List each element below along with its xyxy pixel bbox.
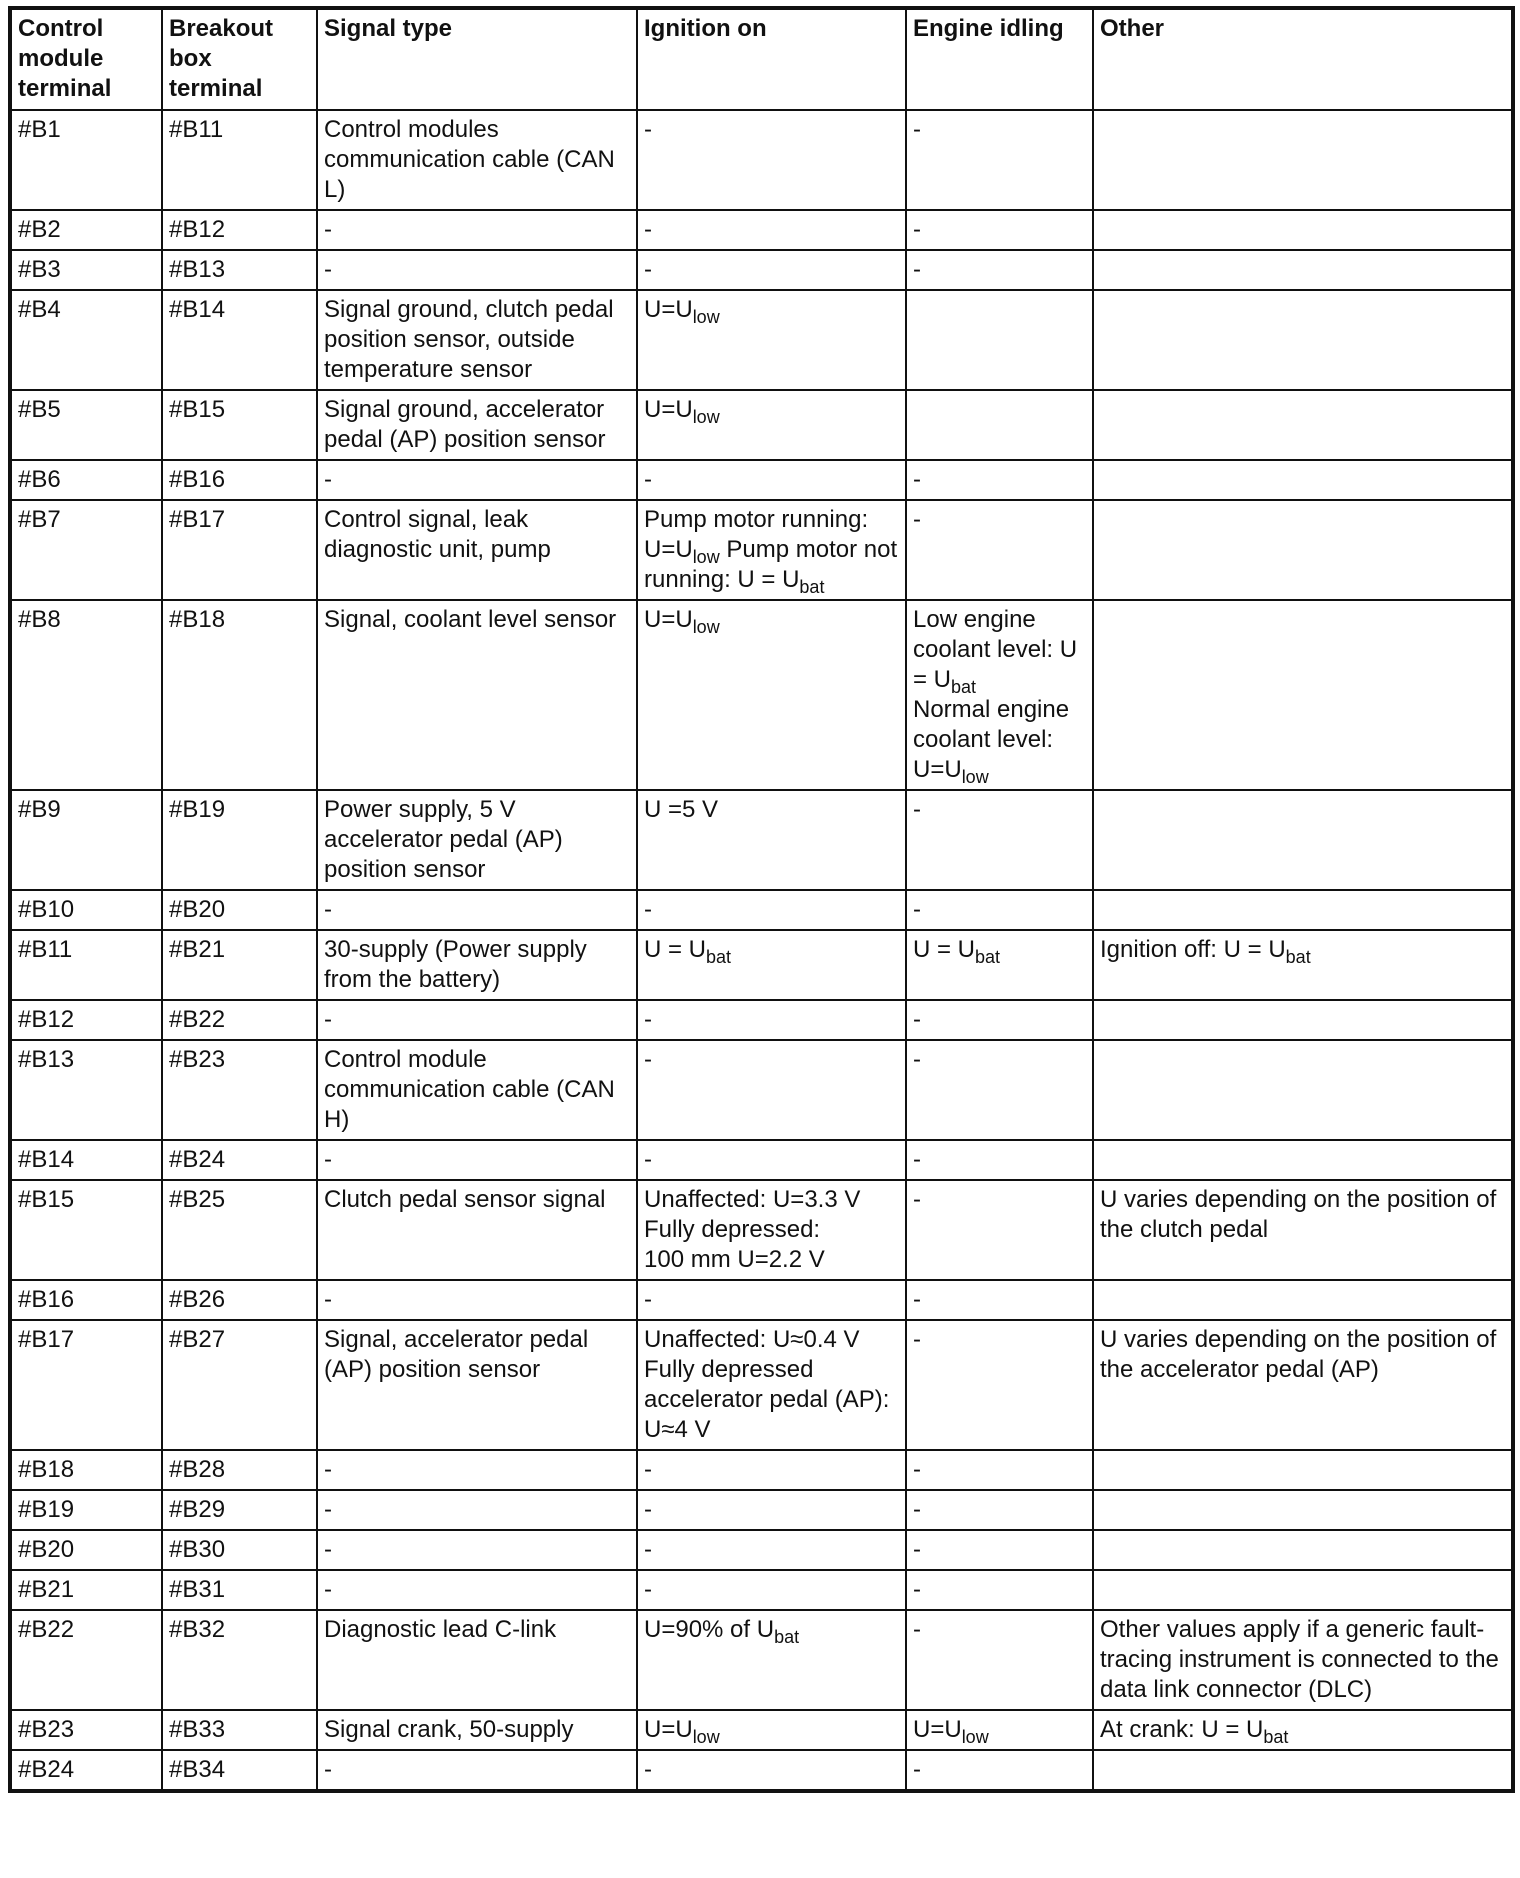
table-row [10, 1180, 1513, 1280]
cell-ignition-on: $U=U_{low}$ [637, 390, 906, 460]
cell-ignition-on: Pump motor running: $U=U_{low}$ Pump motor not running: $U = U_{bat}$ [637, 500, 906, 600]
cell-engine-idling: - [906, 1320, 1093, 1450]
cell-other [1093, 500, 1513, 600]
cell-breakout-box-terminal: #B12 [162, 210, 317, 250]
cell-ignition-on: - [637, 1570, 906, 1610]
cell-ignition-on: - [637, 1450, 906, 1490]
cell-other: At crank: $U = U_{bat}$ [1093, 1710, 1513, 1750]
cell-engine-idling: - [906, 1530, 1093, 1570]
cell-control-module-terminal: #B3 [10, 250, 162, 290]
cell-other [1093, 600, 1513, 790]
cell-engine-idling: - [906, 460, 1093, 500]
cell-engine-idling [906, 390, 1093, 460]
table-row [10, 1280, 1513, 1320]
cell-breakout-box-terminal: #B22 [162, 1000, 317, 1040]
header-control-module-terminal: Control module terminal [10, 8, 162, 110]
table-row [10, 1750, 1513, 1791]
table-body [10, 110, 1513, 1791]
cell-engine-idling: - [906, 1140, 1093, 1180]
cell-engine-idling: - [906, 890, 1093, 930]
table-row [10, 390, 1513, 460]
cell-breakout-box-terminal: #B34 [162, 1750, 317, 1791]
table-row [10, 1530, 1513, 1570]
cell-signal-type: - [317, 890, 637, 930]
cell-other [1093, 390, 1513, 460]
cell-engine-idling: - [906, 1750, 1093, 1791]
cell-other [1093, 1530, 1513, 1570]
cell-other [1093, 1570, 1513, 1610]
cell-breakout-box-terminal: #B17 [162, 500, 317, 600]
table-row [10, 1710, 1513, 1750]
cell-control-module-terminal: #B17 [10, 1320, 162, 1450]
table-row [10, 1140, 1513, 1180]
cell-other [1093, 1750, 1513, 1791]
table-row [10, 1320, 1513, 1450]
cell-control-module-terminal: #B6 [10, 460, 162, 500]
cell-other [1093, 1140, 1513, 1180]
table-row [10, 1610, 1513, 1710]
table-row [10, 790, 1513, 890]
cell-ignition-on: - [637, 1000, 906, 1040]
cell-engine-idling: - [906, 110, 1093, 210]
cell-control-module-terminal: #B5 [10, 390, 162, 460]
cell-other [1093, 790, 1513, 890]
cell-engine-idling: Low engine coolant level: $U = U_{bat}$ Normal engine coolant level: $U=U_{low}$ [906, 600, 1093, 790]
cell-ignition-on: - [637, 1040, 906, 1140]
cell-engine-idling: - [906, 1610, 1093, 1710]
cell-other: U varies depending on the position of the clutch pedal [1093, 1180, 1513, 1280]
cell-control-module-terminal: #B2 [10, 210, 162, 250]
cell-breakout-box-terminal: #B23 [162, 1040, 317, 1140]
table-row [10, 1490, 1513, 1530]
cell-breakout-box-terminal: #B31 [162, 1570, 317, 1610]
cell-signal-type: Control modules communication cable (CAN L) [317, 110, 637, 210]
cell-signal-type: Signal ground, accelerator pedal (AP) position sensor [317, 390, 637, 460]
table-row [10, 460, 1513, 500]
cell-signal-type: Signal ground, clutch pedal position sensor, outside temperature sensor [317, 290, 637, 390]
header-engine-idling: Engine idling [906, 8, 1093, 110]
cell-signal-type: - [317, 1000, 637, 1040]
cell-signal-type: - [317, 1490, 637, 1530]
cell-breakout-box-terminal: #B15 [162, 390, 317, 460]
cell-ignition-on: - [637, 1280, 906, 1320]
cell-control-module-terminal: #B20 [10, 1530, 162, 1570]
cell-breakout-box-terminal: #B13 [162, 250, 317, 290]
cell-other [1093, 1450, 1513, 1490]
cell-breakout-box-terminal: #B29 [162, 1490, 317, 1530]
cell-control-module-terminal: #B13 [10, 1040, 162, 1140]
cell-ignition-on: - [637, 210, 906, 250]
table-row [10, 290, 1513, 390]
cell-other [1093, 290, 1513, 390]
cell-breakout-box-terminal: #B28 [162, 1450, 317, 1490]
cell-engine-idling: - [906, 1570, 1093, 1610]
cell-engine-idling: - [906, 1280, 1093, 1320]
cell-other [1093, 1000, 1513, 1040]
table-row [10, 930, 1513, 1000]
cell-engine-idling [906, 290, 1093, 390]
cell-engine-idling: - [906, 210, 1093, 250]
cell-breakout-box-terminal: #B24 [162, 1140, 317, 1180]
cell-engine-idling: - [906, 1000, 1093, 1040]
cell-signal-type: - [317, 1750, 637, 1791]
cell-control-module-terminal: #B24 [10, 1750, 162, 1791]
cell-control-module-terminal: #B1 [10, 110, 162, 210]
cell-ignition-on: U =5 V [637, 790, 906, 890]
cell-other [1093, 250, 1513, 290]
cell-control-module-terminal: #B14 [10, 1140, 162, 1180]
cell-other [1093, 210, 1513, 250]
cell-ignition-on: - [637, 250, 906, 290]
cell-ignition-on: Unaffected: U=3.3 V Fully depressed: 100 mm U=2.2 V [637, 1180, 906, 1280]
cell-other [1093, 1490, 1513, 1530]
cell-control-module-terminal: #B10 [10, 890, 162, 930]
cell-signal-type: - [317, 460, 637, 500]
cell-breakout-box-terminal: #B33 [162, 1710, 317, 1750]
cell-breakout-box-terminal: #B11 [162, 110, 317, 210]
cell-control-module-terminal: #B21 [10, 1570, 162, 1610]
cell-control-module-terminal: #B15 [10, 1180, 162, 1280]
cell-breakout-box-terminal: #B14 [162, 290, 317, 390]
table-row [10, 250, 1513, 290]
cell-signal-type: Signal, coolant level sensor [317, 600, 637, 790]
cell-ignition-on: - [637, 1490, 906, 1530]
cell-signal-type: Power supply, 5 V accelerator pedal (AP) position sensor [317, 790, 637, 890]
cell-engine-idling: $U = U_{bat}$ [906, 930, 1093, 1000]
table-row [10, 500, 1513, 600]
cell-breakout-box-terminal: #B20 [162, 890, 317, 930]
cell-ignition-on: $U=U_{low}$ [637, 1710, 906, 1750]
cell-engine-idling: - [906, 1040, 1093, 1140]
cell-signal-type: Diagnostic lead C-link [317, 1610, 637, 1710]
cell-breakout-box-terminal: #B18 [162, 600, 317, 790]
cell-engine-idling: - [906, 1490, 1093, 1530]
table-row [10, 1570, 1513, 1610]
table-row [10, 890, 1513, 930]
cell-breakout-box-terminal: #B32 [162, 1610, 317, 1710]
cell-signal-type: - [317, 210, 637, 250]
cell-signal-type: - [317, 250, 637, 290]
header-breakout-box-terminal: Breakout box terminal [162, 8, 317, 110]
cell-signal-type: 30-supply (Power supply from the battery) [317, 930, 637, 1000]
cell-other [1093, 1280, 1513, 1320]
cell-breakout-box-terminal: #B30 [162, 1530, 317, 1570]
cell-signal-type: - [317, 1280, 637, 1320]
cell-other: Other values apply if a generic fault-tracing instrument is connected to the data link connector (DLC) [1093, 1610, 1513, 1710]
cell-breakout-box-terminal: #B16 [162, 460, 317, 500]
header-row [10, 8, 1513, 110]
cell-ignition-on: U=90% of $U_{bat}$ [637, 1610, 906, 1710]
table-row [10, 1040, 1513, 1140]
cell-other [1093, 1040, 1513, 1140]
table-row [10, 110, 1513, 210]
cell-ignition-on: $U=U_{low}$ [637, 600, 906, 790]
cell-ignition-on: - [637, 1750, 906, 1791]
header-signal-type: Signal type [317, 8, 637, 110]
cell-engine-idling: - [906, 790, 1093, 890]
cell-ignition-on: - [637, 890, 906, 930]
cell-engine-idling: - [906, 1180, 1093, 1280]
cell-engine-idling: $U=U_{low}$ [906, 1710, 1093, 1750]
cell-ignition-on: - [637, 1530, 906, 1570]
cell-signal-type: Signal, accelerator pedal (AP) position sensor [317, 1320, 637, 1450]
table-row [10, 600, 1513, 790]
cell-control-module-terminal: #B19 [10, 1490, 162, 1530]
cell-control-module-terminal: #B12 [10, 1000, 162, 1040]
cell-signal-type: - [317, 1140, 637, 1180]
cell-control-module-terminal: #B11 [10, 930, 162, 1000]
cell-control-module-terminal: #B23 [10, 1710, 162, 1750]
cell-control-module-terminal: #B8 [10, 600, 162, 790]
header-other: Other [1093, 8, 1513, 110]
cell-signal-type: - [317, 1530, 637, 1570]
cell-breakout-box-terminal: #B26 [162, 1280, 317, 1320]
cell-control-module-terminal: #B16 [10, 1280, 162, 1320]
cell-control-module-terminal: #B9 [10, 790, 162, 890]
cell-other: Ignition off: $U = U_{bat}$ [1093, 930, 1513, 1000]
cell-signal-type: - [317, 1450, 637, 1490]
cell-other [1093, 460, 1513, 500]
cell-other: U varies depending on the position of the accelerator pedal (AP) [1093, 1320, 1513, 1450]
cell-ignition-on: Unaffected: U≈0.4 V Fully depressed accelerator pedal (AP): U≈4 V [637, 1320, 906, 1450]
cell-ignition-on: $U=U_{low}$ [637, 290, 906, 390]
cell-ignition-on: - [637, 1140, 906, 1180]
cell-engine-idling: - [906, 250, 1093, 290]
cell-engine-idling: - [906, 1450, 1093, 1490]
terminal-table [8, 6, 1515, 1793]
cell-ignition-on: - [637, 460, 906, 500]
table-row [10, 210, 1513, 250]
table-row [10, 1450, 1513, 1490]
cell-control-module-terminal: #B22 [10, 1610, 162, 1710]
cell-ignition-on: - [637, 110, 906, 210]
cell-other [1093, 110, 1513, 210]
cell-ignition-on: $U = U_{bat}$ [637, 930, 906, 1000]
cell-breakout-box-terminal: #B19 [162, 790, 317, 890]
cell-signal-type: Control signal, leak diagnostic unit, pump [317, 500, 637, 600]
header-ignition-on: Ignition on [637, 8, 906, 110]
cell-signal-type: Control module communication cable (CAN H) [317, 1040, 637, 1140]
cell-control-module-terminal: #B7 [10, 500, 162, 600]
cell-breakout-box-terminal: #B27 [162, 1320, 317, 1450]
cell-breakout-box-terminal: #B21 [162, 930, 317, 1000]
cell-control-module-terminal: #B4 [10, 290, 162, 390]
cell-engine-idling: - [906, 500, 1093, 600]
table-row [10, 1000, 1513, 1040]
cell-signal-type: Signal crank, 50-supply [317, 1710, 637, 1750]
cell-breakout-box-terminal: #B25 [162, 1180, 317, 1280]
cell-signal-type: - [317, 1570, 637, 1610]
cell-signal-type: Clutch pedal sensor signal [317, 1180, 637, 1280]
cell-other [1093, 890, 1513, 930]
cell-control-module-terminal: #B18 [10, 1450, 162, 1490]
